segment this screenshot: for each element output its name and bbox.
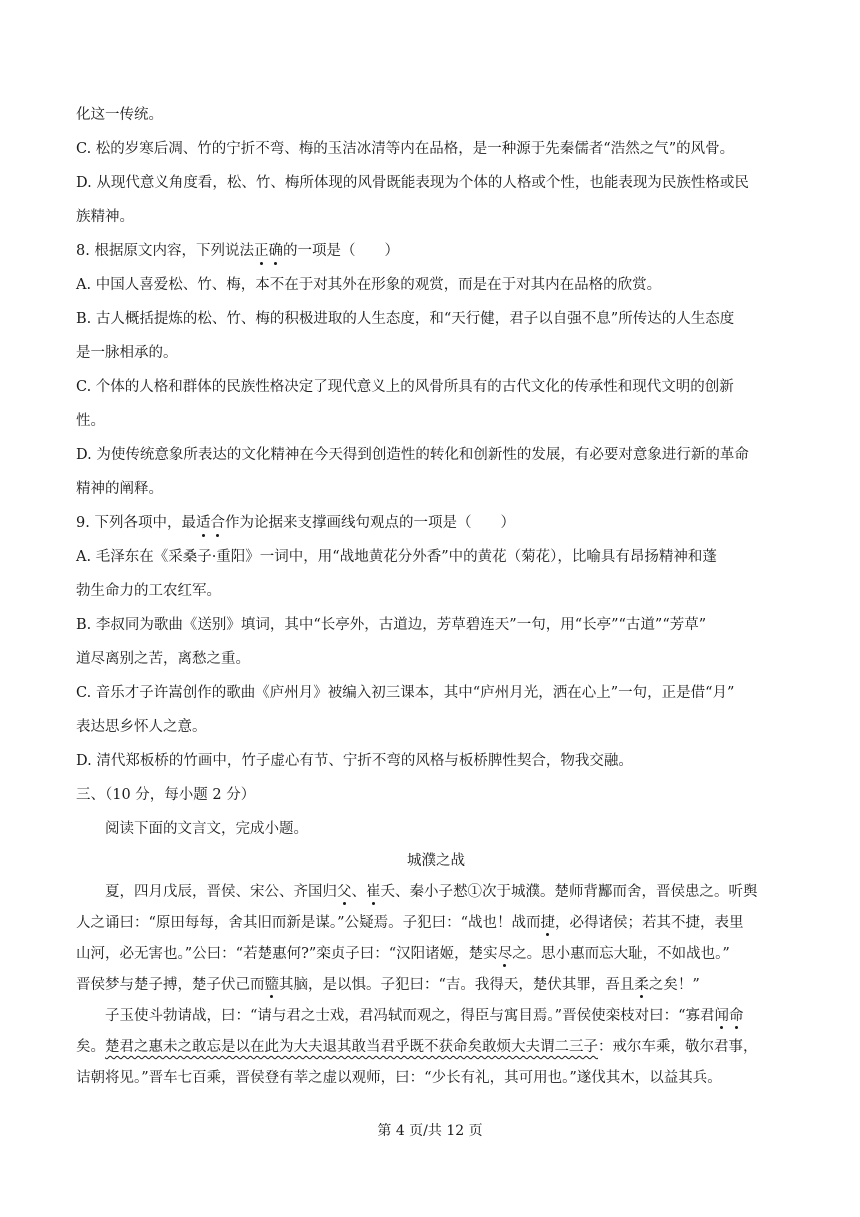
passage-text: ：戒尔车乘，敬尔君事， bbox=[598, 1039, 758, 1055]
emphasis-char: 适 bbox=[196, 506, 211, 540]
passage-text: 之矣！” bbox=[648, 977, 700, 993]
option-d-q7: D. 从现代意义角度看，松、竹、梅所体现的风骨既能表现为个体的人格或个性，也能表现为民族性格或民 bbox=[76, 175, 749, 191]
passage-text: 矣。 bbox=[76, 1039, 105, 1055]
emphasis-char: 捷 bbox=[541, 908, 556, 939]
text-line: 化这一传统。 bbox=[76, 107, 163, 123]
emphasis-char: 确 bbox=[268, 234, 283, 268]
passage-line bbox=[76, 1001, 796, 1032]
emphasis-char: 正 bbox=[254, 234, 269, 268]
wavy-underlined-sentence: 楚君之惠未之敢忘是以在此为大夫退其敢当君乎既不获命矣敢烦大夫谓二三子 bbox=[105, 1039, 598, 1055]
question-8 bbox=[76, 234, 796, 268]
emphasis-char: 闻 bbox=[715, 1001, 730, 1032]
passage-line bbox=[76, 1032, 796, 1063]
text-line: 性。 bbox=[76, 413, 105, 429]
emphasis-char: 柔 bbox=[634, 970, 649, 1001]
passage-text: 山河，必无害也。”公曰：“若楚惠何?”栾贞子曰：“汉阳诸姬，楚实 bbox=[76, 946, 498, 962]
question-text: 9. 下列各项中，最 bbox=[76, 515, 196, 531]
page-footer: 第 4 页/共 12 页 bbox=[377, 1123, 483, 1139]
text-line: 表达思乡怀人之意。 bbox=[76, 719, 207, 735]
page-content bbox=[76, 98, 796, 1094]
option-a-q9: A. 毛泽东在《采桑子·重阳》一词中，用“战地黄花分外香”中的黄花（菊花），比喻具有昂扬精神和蓬 bbox=[76, 549, 717, 565]
emphasis-char: 盬 bbox=[265, 970, 280, 1001]
section-heading: 三、（10 分，每小题 2 分） bbox=[76, 787, 256, 803]
text-line: 勃生命力的工农红军。 bbox=[76, 583, 221, 599]
emphasis-char: 命 bbox=[729, 1001, 744, 1032]
emphasis-char: 合 bbox=[210, 506, 225, 540]
passage-text: 晋侯梦与楚子搏，楚子伏己而 bbox=[76, 977, 265, 993]
question-text: 的一项是（ ） bbox=[282, 243, 399, 259]
passage-text: 子玉使斗勃请战，曰：“请与君之士戏，君冯轼而观之，得臣与寓目焉。”晋侯使栾枝对曰：“寡君 bbox=[105, 1008, 715, 1024]
passage-text: 、 bbox=[351, 884, 366, 900]
passage-text: 夏，四月戊辰，晋侯、宋公、齐国归 bbox=[105, 884, 337, 900]
option-c-q9: C. 音乐才子许嵩创作的歌曲《庐州月》被编入初三课本，其中“庐州月光，洒在心上”一句，正是借“月” bbox=[76, 685, 735, 701]
instruction: 阅读下面的文言文，完成小题。 bbox=[105, 821, 308, 837]
option-d-q8: D. 为使传统意象所表达的文化精神在今天得到创造性的转化和创新性的发展，有必要对意象进行新的革命 bbox=[76, 447, 749, 463]
text-line: 精神的阐释。 bbox=[76, 481, 163, 497]
emphasis-char: 崔 bbox=[366, 877, 381, 908]
passage-line: 诘朝将见。”晋车七百乘，晋侯登有莘之虚以观师，曰：“少长有礼，其可用也。”遂伐其木，以益其兵。 bbox=[76, 1070, 722, 1086]
option-b-q9: B. 李叔同为歌曲《送别》填词，其中“长亭外，古道边，芳草碧连天”一句，用“长亭”“古道”“芳草” bbox=[76, 617, 707, 633]
text-line: 族精神。 bbox=[76, 209, 134, 225]
question-text: 作为论据来支撑画线句观点的一项是（ ） bbox=[224, 515, 515, 531]
option-d-q9: D. 清代郑板桥的竹画中，竹子虚心有节、宁折不弯的风格与板桥脾性契合，物我交融。 bbox=[76, 753, 633, 769]
passage-text: 之。思小惠而忘大耻，不如战也。” bbox=[512, 946, 730, 962]
passage-text: 其脑，是以惧。子犯曰：“吉。我得天，楚伏其罪，吾且 bbox=[279, 977, 635, 993]
passage-text: 夭、秦小子慭①次于城濮。楚师背酅而舍，晋侯患之。听舆 bbox=[380, 884, 758, 900]
emphasis-char: 父 bbox=[337, 877, 352, 908]
passage-line bbox=[76, 970, 796, 1001]
passage-text: ，必得诸侯；若其不捷，表里 bbox=[555, 915, 744, 931]
emphasis-char: 尽 bbox=[498, 939, 513, 970]
question-text: 8. 根据原文内容，下列说法 bbox=[76, 243, 254, 259]
text-line: 道尽离别之苦，离愁之重。 bbox=[76, 651, 250, 667]
passage-line bbox=[76, 877, 796, 908]
passage-title: 城濮之战 bbox=[407, 853, 465, 869]
passage-line bbox=[76, 908, 796, 939]
passage-line bbox=[76, 939, 796, 970]
question-9 bbox=[76, 506, 796, 540]
option-a-q8: A. 中国人喜爱松、竹、梅，本不在于对其外在形象的观赏，而是在于对其内在品格的欣赏。 bbox=[76, 277, 662, 293]
option-c-q7: C. 松的岁寒后凋、竹的宁折不弯、梅的玉洁冰清等内在品格，是一种源于先秦儒者“浩然之气”的风骨。 bbox=[76, 141, 735, 157]
option-b-q8: B. 古人概括提炼的松、竹、梅的积极进取的人生态度，和“天行健，君子以自强不息”所传达的人生态度 bbox=[76, 311, 735, 327]
passage-text: 人之诵曰：“原田每每，舍其旧而新是谋。”公疑焉。子犯曰：“战也！战而 bbox=[76, 915, 541, 931]
text-line: 是一脉相承的。 bbox=[76, 345, 178, 361]
option-c-q8: C. 个体的人格和群体的民族性格决定了现代意义上的风骨所具有的古代文化的传承性和现代文明的创新 bbox=[76, 379, 734, 395]
